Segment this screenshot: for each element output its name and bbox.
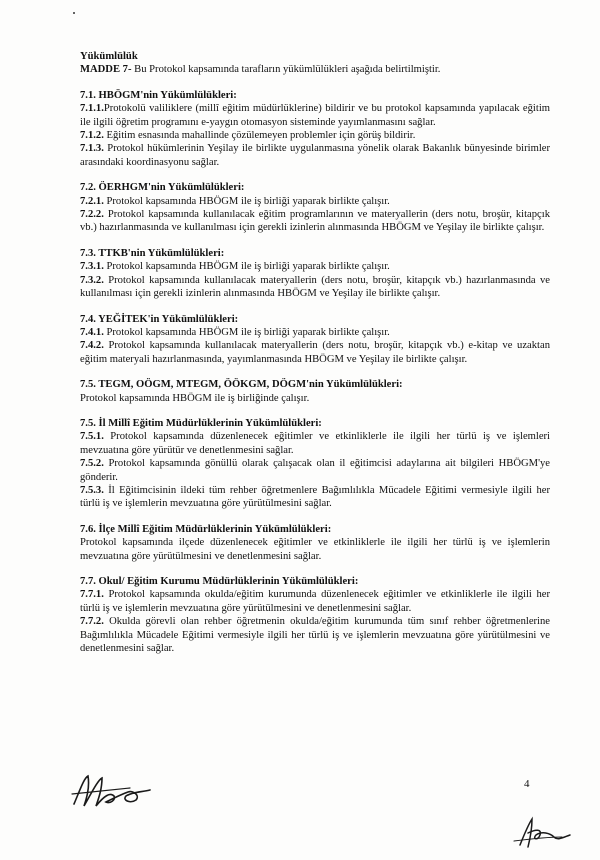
scan-speck bbox=[73, 12, 75, 14]
clause-text: İl Eğitimcisinin ildeki tüm rehber öğretmenlere Bağımlılıkla Mücadele Eğitimi vermesiyle ilgili her türlü iş ve işlemlerin mevzuatına göre yürütülmesini sağlar. bbox=[80, 484, 550, 510]
clause-text: Protokolü valiliklere (millî eğitim müdürlüklerine) bildirir ve bu protokol kapsamında yapılacak eğitim ile ilgili öğretim programını e-yaygın otomasyon sisteminde yayımlanmasını sağlar. bbox=[80, 103, 550, 128]
clause bbox=[80, 260, 550, 273]
clause-text: Protokol kapsamında HBÖGM ile iş birliği yaparak birlikte çalışır. bbox=[103, 326, 390, 338]
article-text: Bu Protokol kapsamında tarafların yükümlülükleri aşağıda belirtilmiştir. bbox=[131, 64, 441, 76]
section-heading: 7.7. Okul/ Eğitim Kurumu Müdürlüklerinin Yükümlülükleri: bbox=[80, 576, 359, 587]
section-spacer bbox=[80, 511, 550, 523]
section-heading: 7.2. ÖERHGM'nin Yükümlülükleri: bbox=[80, 182, 245, 194]
clause-number: 7.4.2. bbox=[80, 340, 104, 352]
section-heading: 7.1. HBÖGM'nin Yükümlülükleri: bbox=[80, 89, 237, 101]
clause bbox=[80, 339, 550, 366]
clause-text: Protokol kapsamında HBÖGM ile iş birliği yaparak birlikte çalışır. bbox=[103, 261, 390, 273]
clause bbox=[80, 457, 550, 484]
clause bbox=[80, 326, 550, 339]
clause-number: 7.7.1. bbox=[80, 589, 104, 601]
clause bbox=[80, 142, 550, 169]
clause-number: 7.5.2. bbox=[80, 458, 104, 470]
section-heading: 7.3. TTKB'nin Yükümlülükleri: bbox=[80, 247, 225, 259]
section-heading: 7.5. TEGM, OÖGM, MTEGM, ÖÖKGM, DÖGM'nin Yükümlülükleri: bbox=[80, 379, 403, 391]
clause-text: Protokol kapsamında okulda/eğitim kurumunda düzenlenecek eğitimler ve etkinliklerle ile ilgili her türlü iş ve işlemlerin mevzuatına göre yürütülmesini ve denetlenmesini sağlar. bbox=[80, 589, 550, 614]
clause-number: 7.1.3. bbox=[80, 143, 104, 155]
document-body bbox=[80, 50, 550, 655]
clause-number: 7.5.1. bbox=[80, 431, 104, 443]
clause bbox=[80, 430, 550, 457]
section-spacer bbox=[80, 77, 550, 89]
clause-text: Protokol kapsamında kullanılacak materyallerin (ders notu, broşür, kitapçık vb.) e-kitap ve uzaktan eğitim materyali hazırlanmasında, yayımlanmasında HBÖGM ve Yeşilay ile birlikte çalışır. bbox=[80, 340, 550, 365]
clause-text: Protokol kapsamında gönüllü olarak çalışacak olan il eğitimcisi adaylarına ait bilgileri HBÖGM'ye gönderir. bbox=[80, 458, 550, 483]
article-label: MADDE 7- bbox=[80, 64, 132, 76]
sections-container bbox=[80, 77, 550, 656]
section-spacer bbox=[80, 301, 550, 313]
section-heading: 7.6. İlçe Millî Eğitim Müdürlüklerinin Yükümlülükleri: bbox=[80, 523, 332, 535]
page-number: 4 bbox=[524, 778, 530, 790]
clause-text: Protokol kapsamında düzenlenecek eğitimler ve etkinliklerle ile ilgili her türlü iş ve işlemleri mevzuatına göre yürütür ve denetlenmesini sağlar. bbox=[80, 431, 550, 456]
clause-text: Protokol kapsamında HBÖGM ile iş birliğinde çalışır. bbox=[80, 392, 310, 404]
article-intro bbox=[80, 63, 550, 76]
clause-text: Protokol hükümlerinin Yeşilay ile birlikte uygulanmasına yönelik olarak Bakanlık bünyesinde birimler arasındaki koordinasyonu sağlar. bbox=[80, 143, 550, 168]
section-spacer bbox=[80, 169, 550, 181]
section-spacer bbox=[80, 235, 550, 247]
clause bbox=[80, 195, 550, 208]
clause-number: 7.2.2. bbox=[80, 209, 104, 221]
clause bbox=[80, 536, 550, 563]
clause-number: 7.2.1. bbox=[80, 195, 104, 207]
clause-text: Protokol kapsamında ilçede düzenlenecek eğitimler ve etkinliklerle ile ilgili her türlü iş ve işlemlerin mevzuatına göre yürütülmesini ve denetlenmesini sağlar. bbox=[80, 537, 550, 562]
clause-text: Protokol kapsamında kullanılacak eğitim programlarının ve materyallerin (ders notu, broşür, kitapçık vb.) hazırlanmasında ve kullanılması için gerekli izinlerin alınmasında HBÖGM ve Yeşilay ile birlikte çalışır. bbox=[80, 209, 550, 234]
clause bbox=[80, 392, 550, 405]
clause bbox=[80, 208, 550, 235]
clause-number: 7.5.3. bbox=[80, 484, 104, 496]
section-heading: 7.4. YEĞİTEK'in Yükümlülükleri: bbox=[80, 313, 239, 325]
signature-left-icon bbox=[70, 770, 160, 810]
clause bbox=[80, 129, 550, 142]
clause-number: 7.3.2. bbox=[80, 274, 104, 286]
section-spacer bbox=[80, 405, 550, 417]
section-spacer bbox=[80, 563, 550, 575]
clause bbox=[80, 615, 550, 655]
clause-number: 7.1.1. bbox=[80, 103, 104, 115]
section-title: Yükümlülük bbox=[80, 51, 138, 62]
clause bbox=[80, 102, 550, 129]
clause-number: 7.4.1. bbox=[80, 326, 104, 338]
clause-text: Protokol kapsamında kullanılacak materyallerin (ders notu, broşür, kitapçık vb.) hazırlanmasında ve kullanılması için gerekli izinlerin alınmasında HBÖGM ve Yeşilay ile birlikte çalışır. bbox=[80, 274, 550, 300]
clause-text: Protokol kapsamında HBÖGM ile iş birliği yaparak birlikte çalışır. bbox=[103, 195, 390, 207]
section-heading: 7.5. İl Millî Eğitim Müdürlüklerinin Yükümlülükleri: bbox=[80, 417, 322, 429]
clause-text: Eğitim esnasında mahallinde çözülemeyen problemler için görüş bildirir. bbox=[103, 130, 416, 142]
clause-text: Okulda görevli olan rehber öğretmenin okulda/eğitim kurumunda tüm sınıf rehber öğretmenlerine Bağımlılıkla Mücadele Eğitimi vermesiyle ilgili her türlü iş ve işlemlerin mevzuatına göre yürütülmesini ve denetlenmesini sağlar. bbox=[80, 616, 550, 655]
clause-number: 7.7.2. bbox=[80, 616, 104, 628]
signature-right-icon bbox=[510, 815, 580, 851]
clause-number: 7.1.2. bbox=[80, 130, 104, 142]
clause-number: 7.3.1. bbox=[80, 261, 104, 273]
clause bbox=[80, 274, 550, 301]
section-spacer bbox=[80, 366, 550, 378]
clause bbox=[80, 484, 550, 511]
clause bbox=[80, 588, 550, 615]
